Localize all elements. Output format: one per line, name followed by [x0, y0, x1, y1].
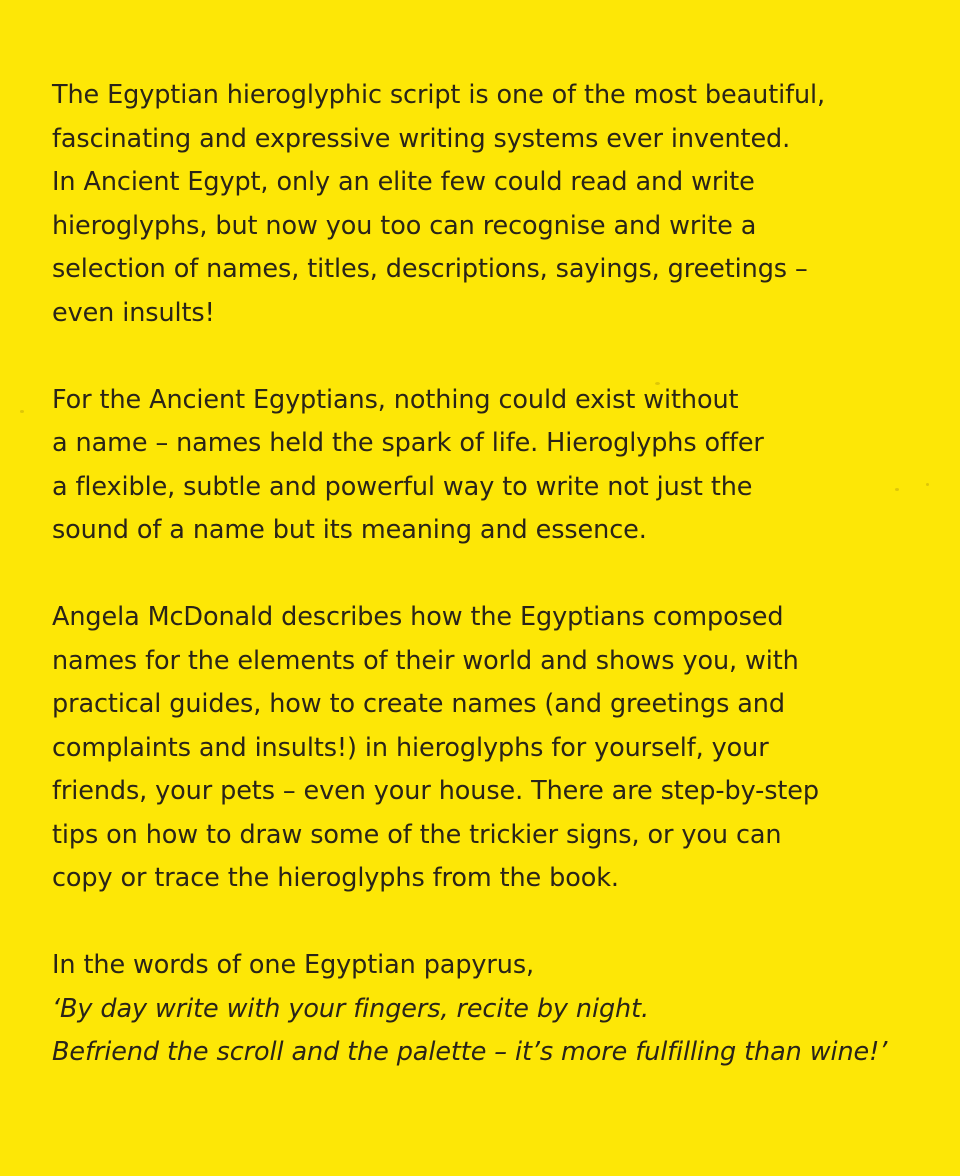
text-line: names for the elements of their world and shows you, with	[52, 645, 799, 676]
text-line: sound of a name but its meaning and essence.	[52, 515, 647, 545]
blurb-text	[52, 74, 932, 1075]
text-line: even insults!	[52, 297, 215, 328]
text-line: a flexible, subtle and powerful way to write not just the	[52, 471, 753, 502]
papyrus-quote	[52, 988, 932, 1075]
text-line: hieroglyphs, but now you too can recognise and write a	[52, 210, 757, 241]
text-line: a name – names held the spark of life. Hieroglyphs offer	[52, 428, 764, 458]
print-speck	[20, 410, 24, 413]
text-line: fascinating and expressive writing systems ever invented.	[52, 123, 791, 154]
paragraph-intro	[52, 74, 932, 335]
text-line: For the Ancient Egyptians, nothing could exist without	[52, 384, 739, 415]
text-line: tips on how to draw some of the trickier signs, or you can	[52, 819, 782, 850]
text-line: selection of names, titles, descriptions, sayings, greetings –	[52, 254, 808, 284]
text-line: In the words of one Egyptian papyrus,	[52, 950, 535, 980]
quote-intro	[52, 944, 932, 988]
paragraph-author	[52, 596, 932, 901]
text-line: Angela McDonald describes how the Egyptians composed	[52, 602, 784, 632]
text-line: practical guides, how to create names (and greetings and	[52, 689, 785, 719]
text-line: copy or trace the hieroglyphs from the book.	[52, 863, 619, 893]
text-line: friends, your pets – even your house. There are step-by-step	[52, 776, 819, 806]
quote-line: ‘By day write with your fingers, recite by night.	[52, 993, 650, 1024]
text-line: complaints and insults!) in hieroglyphs for yourself, your	[52, 732, 769, 763]
paragraph-names	[52, 379, 932, 553]
quote-line: Befriend the scroll and the palette – it’s more fulfilling than wine!’	[52, 1037, 888, 1067]
text-line: The Egyptian hieroglyphic script is one of the most beautiful,	[52, 80, 826, 110]
text-line: In Ancient Egypt, only an elite few could read and write	[52, 167, 755, 197]
